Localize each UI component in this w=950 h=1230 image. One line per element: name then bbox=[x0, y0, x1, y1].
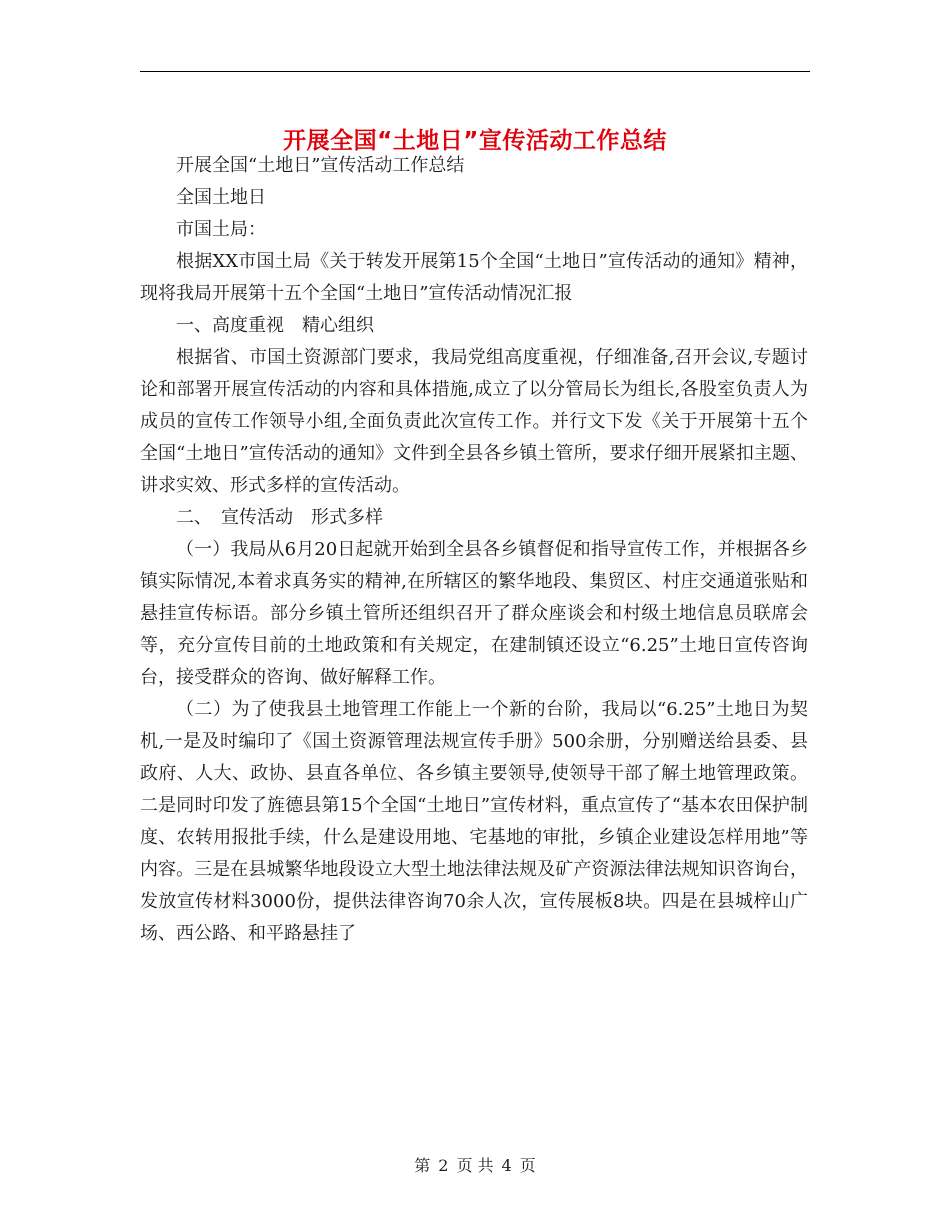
paragraph-keyword: 全国土地日 bbox=[176, 187, 266, 208]
footer-suffix: 页 bbox=[519, 1156, 536, 1175]
paragraph-item-2: （二）为了使我县土地管理工作能上一个新的台阶，我局以“6.25”土地日为契机,一是及时编印了《国土资源管理法规宣传手册》500余册，分别赠送给县委、县政府、人大、政协、县直各单位、各乡镇主要领导,使领导干部了解土地管理政策。二是同时印发了旌德县第15个全国“土地日”宣传材料，重点宣传了“基本农田保护制度、农转用报批手续，什么是建设用地、宅基地的审批，乡镇企业建设怎样用地”等内容。三是在县城繁华地段设立大型土地法律法规及矿产资源法律法规知识咨询台，发放宣传材料3000份，提供法律咨询70余人次，宣传展板8块。四是在县城梓山广场、西公路、和平路悬挂了 bbox=[140, 699, 808, 944]
paragraph-item-1: （一）我局从6月20日起就开始到全县各乡镇督促和指导宣传工作，并根据各乡镇实际情况,本着求真务实的精神,在所辖区的繁华地段、集贸区、村庄交通道张贴和悬挂宣传标语。部分乡镇土管所还组织召开了群众座谈会和村级土地信息员联席会等，充分宣传目前的土地政策和有关规定，在建制镇还设立“6.25”土地日宣传咨询台，接受群众的咨询、做好解释工作。 bbox=[140, 539, 808, 688]
document-title: 开展全国“土地日”宣传活动工作总结 bbox=[283, 128, 667, 155]
footer-current-page: 2 bbox=[438, 1156, 449, 1175]
footer-total-pages: 4 bbox=[501, 1156, 512, 1175]
paragraph-subtitle: 开展全国“土地日”宣传活动工作总结 bbox=[176, 155, 465, 176]
paragraph-addressee: 市国土局： bbox=[176, 219, 266, 240]
footer-prefix: 第 bbox=[414, 1156, 431, 1175]
footer-middle: 页 共 bbox=[456, 1156, 494, 1175]
paragraph-intro: 根据XX市国土局《关于转发开展第15个全国“土地日”宣传活动的通知》精神，现将我局开展第十五个全国“土地日”宣传活动情况汇报 bbox=[140, 251, 808, 304]
section-heading-2: 二、 宣传活动 形式多样 bbox=[176, 507, 383, 528]
page-footer bbox=[0, 1154, 950, 1178]
header-rule bbox=[140, 71, 810, 72]
paragraph-section-1: 根据省、市国土资源部门要求，我局党组高度重视，仔细准备,召开会议,专题讨论和部署开展宣传活动的内容和具体措施,成立了以分管局长为组长,各股室负责人为成员的宣传工作领导小组,全面负责此次宣传工作。并行文下发《关于开展第十五个全国“土地日”宣传活动的通知》文件到全县各乡镇土管所，要求仔细开展紧扣主题、讲求实效、形式多样的宣传活动。 bbox=[140, 347, 808, 496]
section-heading-1: 一、高度重视 精心组织 bbox=[176, 315, 374, 336]
document-body bbox=[140, 150, 808, 950]
